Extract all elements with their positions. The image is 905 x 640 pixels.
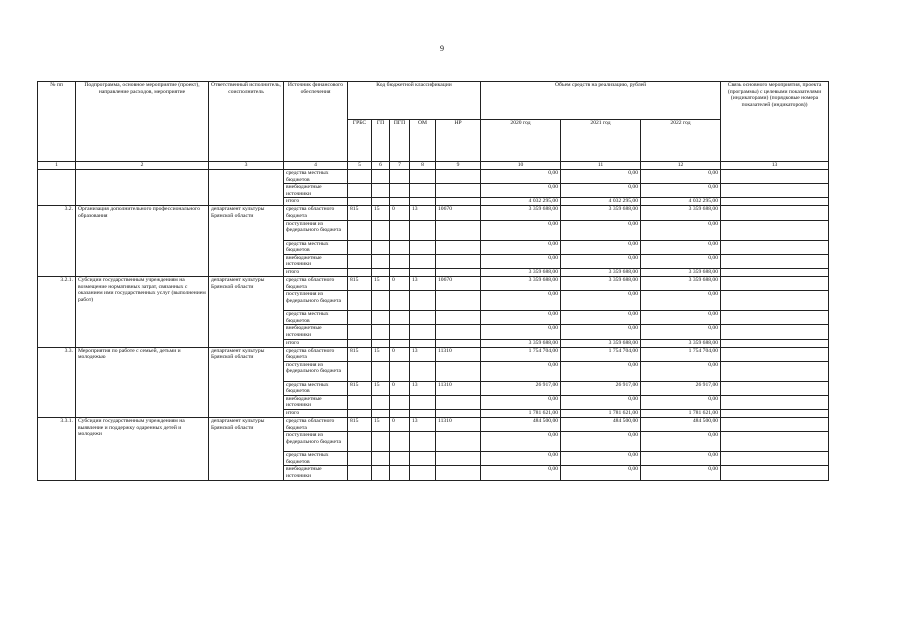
- code-pgp: [390, 361, 410, 381]
- amount-2022: 0,00: [641, 170, 721, 184]
- code-om: [410, 254, 436, 268]
- column-number: 1: [38, 162, 76, 170]
- code-om: [410, 410, 436, 418]
- amount-2020: 0,00: [481, 240, 561, 254]
- funding-source: внебюджетные источники: [284, 325, 348, 339]
- code-np: [436, 254, 481, 268]
- code-grbs: [348, 254, 372, 268]
- code-om: [410, 395, 436, 409]
- indicator-link: [721, 206, 829, 220]
- amount-2021: 484 500,00: [561, 418, 641, 432]
- amount-2021: 0,00: [561, 220, 641, 240]
- amount-2022: 0,00: [641, 432, 721, 452]
- item-number: [38, 170, 76, 206]
- header-np: НР: [436, 120, 481, 162]
- code-np: [436, 452, 481, 466]
- code-np: [436, 268, 481, 276]
- code-pgp: 0: [390, 347, 410, 361]
- funding-source: поступления из федерального бюджета: [284, 220, 348, 240]
- code-np: [436, 170, 481, 184]
- code-np: [436, 361, 481, 381]
- code-np: 10670: [436, 276, 481, 290]
- code-grbs: [348, 220, 372, 240]
- item-number: 3.3.: [38, 347, 76, 418]
- amount-2022: 26 917,00: [641, 381, 721, 395]
- code-grbs: [348, 240, 372, 254]
- header-subprogram: Подпрограмма, основное мероприятие (проект), направление расходов, мероприятие: [76, 82, 209, 162]
- amount-2021: 0,00: [561, 325, 641, 339]
- code-om: [410, 325, 436, 339]
- indicator-link: [721, 198, 829, 206]
- header-num: № пп: [38, 82, 76, 162]
- funding-source: итого: [284, 198, 348, 206]
- amount-2020: 0,00: [481, 291, 561, 311]
- funding-source: средства областного бюджета: [284, 347, 348, 361]
- code-pgp: 0: [390, 381, 410, 395]
- indicator-link: [721, 311, 829, 325]
- code-np: 11310: [436, 347, 481, 361]
- amount-2020: 26 917,00: [481, 381, 561, 395]
- column-number: 4: [284, 162, 348, 170]
- code-om: [410, 268, 436, 276]
- indicator-link: [721, 220, 829, 240]
- code-grbs: [348, 432, 372, 452]
- code-np: [436, 466, 481, 480]
- code-grbs: [348, 198, 372, 206]
- code-pgp: [390, 432, 410, 452]
- code-om: [410, 452, 436, 466]
- indicator-link: [721, 361, 829, 381]
- code-gp: [372, 220, 390, 240]
- amount-2021: 0,00: [561, 311, 641, 325]
- amount-2022: 0,00: [641, 291, 721, 311]
- code-grbs: [348, 395, 372, 409]
- header-volume: Объем средств на реализацию, рублей: [481, 82, 721, 120]
- code-om: 13: [410, 381, 436, 395]
- code-pgp: [390, 325, 410, 339]
- item-number: 3.2.: [38, 206, 76, 277]
- item-name: Субсидии государственным учреждениям на возмещение нормативных затрат, связанных с оказанием ими государственных услуг (выполнением работ): [76, 276, 209, 347]
- item-executor: департамент культуры Брянской области: [209, 276, 284, 347]
- code-np: [436, 432, 481, 452]
- code-grbs: 815: [348, 276, 372, 290]
- indicator-link: [721, 170, 829, 184]
- table-row: [38, 206, 829, 220]
- code-pgp: 0: [390, 276, 410, 290]
- column-number: 8: [410, 162, 436, 170]
- funding-source: средства местных бюджетов: [284, 452, 348, 466]
- code-pgp: [390, 410, 410, 418]
- item-executor: департамент культуры Брянской области: [209, 206, 284, 277]
- item-name: Мероприятия по работе с семьей, детьми и молодежью: [76, 347, 209, 418]
- code-np: [436, 184, 481, 198]
- code-gp: [372, 170, 390, 184]
- code-gp: [372, 184, 390, 198]
- code-om: [410, 311, 436, 325]
- column-number: 12: [641, 162, 721, 170]
- code-gp: 15: [372, 206, 390, 220]
- indicator-link: [721, 240, 829, 254]
- code-grbs: 815: [348, 381, 372, 395]
- amount-2022: 1 754 704,00: [641, 347, 721, 361]
- code-grbs: [348, 311, 372, 325]
- code-np: [436, 339, 481, 347]
- item-executor: департамент культуры Брянской области: [209, 418, 284, 481]
- indicator-link: [721, 291, 829, 311]
- amount-2022: 3 359 688,00: [641, 276, 721, 290]
- code-om: [410, 184, 436, 198]
- funding-source: итого: [284, 410, 348, 418]
- item-executor: департамент культуры Брянской области: [209, 347, 284, 418]
- code-pgp: [390, 220, 410, 240]
- funding-source: внебюджетные источники: [284, 466, 348, 480]
- code-om: [410, 466, 436, 480]
- code-om: [410, 291, 436, 311]
- indicator-link: [721, 276, 829, 290]
- column-number: 5: [348, 162, 372, 170]
- amount-2022: 0,00: [641, 325, 721, 339]
- indicator-link: [721, 466, 829, 480]
- code-pgp: 0: [390, 206, 410, 220]
- code-grbs: [348, 466, 372, 480]
- funding-source: средства местных бюджетов: [284, 240, 348, 254]
- page-number: 9: [440, 44, 444, 53]
- funding-source: итого: [284, 339, 348, 347]
- amount-2021: 26 917,00: [561, 381, 641, 395]
- header-executor: Ответственный исполнитель, соисполнитель: [209, 82, 284, 162]
- code-pgp: [390, 254, 410, 268]
- header-row: [38, 82, 829, 120]
- code-pgp: [390, 240, 410, 254]
- code-om: [410, 361, 436, 381]
- amount-2021: 3 359 688,00: [561, 339, 641, 347]
- amount-2020: 0,00: [481, 254, 561, 268]
- amount-2020: 0,00: [481, 170, 561, 184]
- amount-2022: 484 500,00: [641, 418, 721, 432]
- code-gp: 15: [372, 347, 390, 361]
- indicator-link: [721, 325, 829, 339]
- amount-2021: 0,00: [561, 466, 641, 480]
- code-np: [436, 198, 481, 206]
- code-np: 11310: [436, 418, 481, 432]
- amount-2021: 0,00: [561, 170, 641, 184]
- table-row: [38, 276, 829, 290]
- column-number: 10: [481, 162, 561, 170]
- code-pgp: [390, 170, 410, 184]
- funding-source: средства местных бюджетов: [284, 311, 348, 325]
- column-number: 7: [390, 162, 410, 170]
- code-om: 13: [410, 276, 436, 290]
- table-row: [38, 418, 829, 432]
- code-gp: [372, 432, 390, 452]
- amount-2020: 0,00: [481, 452, 561, 466]
- indicator-link: [721, 418, 829, 432]
- indicator-link: [721, 395, 829, 409]
- item-number: 3.2.1.: [38, 276, 76, 347]
- code-gp: [372, 254, 390, 268]
- table-row: [38, 170, 829, 184]
- code-pgp: 0: [390, 418, 410, 432]
- indicator-link: [721, 381, 829, 395]
- amount-2020: 0,00: [481, 311, 561, 325]
- amount-2021: 0,00: [561, 254, 641, 268]
- amount-2022: 3 359 688,00: [641, 339, 721, 347]
- column-number: 6: [372, 162, 390, 170]
- amount-2021: 0,00: [561, 291, 641, 311]
- code-pgp: [390, 198, 410, 206]
- amount-2021: 0,00: [561, 240, 641, 254]
- funding-source: средства местных бюджетов: [284, 381, 348, 395]
- code-grbs: [348, 170, 372, 184]
- amount-2021: 1 754 704,00: [561, 347, 641, 361]
- indicator-link: [721, 452, 829, 466]
- header-year-2022: 2022 год: [641, 120, 721, 162]
- amount-2020: 1 754 704,00: [481, 347, 561, 361]
- code-pgp: [390, 291, 410, 311]
- code-gp: [372, 311, 390, 325]
- column-number: 2: [76, 162, 209, 170]
- code-om: 13: [410, 206, 436, 220]
- amount-2020: 484 500,00: [481, 418, 561, 432]
- code-grbs: [348, 184, 372, 198]
- code-grbs: [348, 291, 372, 311]
- code-grbs: [348, 452, 372, 466]
- code-gp: [372, 325, 390, 339]
- amount-2022: 3 359 688,00: [641, 206, 721, 220]
- funding-source: средства областного бюджета: [284, 206, 348, 220]
- indicator-link: [721, 410, 829, 418]
- funding-source: средства областного бюджета: [284, 276, 348, 290]
- header-om: ОМ: [410, 120, 436, 162]
- code-grbs: [348, 361, 372, 381]
- item-name: Субсидии государственным учреждениям на выявление и поддержку одаренных детей и молодежи: [76, 418, 209, 481]
- code-np: [436, 240, 481, 254]
- amount-2021: 3 359 688,00: [561, 206, 641, 220]
- code-grbs: [348, 339, 372, 347]
- item-executor: [209, 170, 284, 206]
- amount-2022: 0,00: [641, 466, 721, 480]
- code-grbs: [348, 325, 372, 339]
- amount-2020: 0,00: [481, 184, 561, 198]
- amount-2020: 3 359 688,00: [481, 339, 561, 347]
- code-np: [436, 325, 481, 339]
- code-pgp: [390, 466, 410, 480]
- column-number: 3: [209, 162, 284, 170]
- amount-2022: 1 781 621,00: [641, 410, 721, 418]
- header-pgp: ПГП: [390, 120, 410, 162]
- amount-2020: 0,00: [481, 432, 561, 452]
- amount-2021: 0,00: [561, 432, 641, 452]
- column-number: 9: [436, 162, 481, 170]
- code-grbs: 815: [348, 206, 372, 220]
- funding-source: средства областного бюджета: [284, 418, 348, 432]
- amount-2022: 0,00: [641, 254, 721, 268]
- header-gp: ГП: [372, 120, 390, 162]
- code-gp: [372, 339, 390, 347]
- code-grbs: [348, 268, 372, 276]
- header-grbs: ГРБС: [348, 120, 372, 162]
- amount-2022: 0,00: [641, 184, 721, 198]
- column-number: 13: [721, 162, 829, 170]
- amount-2020: 3 359 688,00: [481, 268, 561, 276]
- amount-2021: 0,00: [561, 184, 641, 198]
- code-gp: [372, 291, 390, 311]
- code-om: [410, 339, 436, 347]
- code-gp: [372, 466, 390, 480]
- header-budget-code: Код бюджетной классификации: [348, 82, 481, 120]
- amount-2022: 0,00: [641, 311, 721, 325]
- amount-2022: 0,00: [641, 220, 721, 240]
- indicator-link: [721, 339, 829, 347]
- amount-2020: 3 359 688,00: [481, 206, 561, 220]
- item-number: 3.3.1.: [38, 418, 76, 481]
- amount-2022: 0,00: [641, 240, 721, 254]
- code-gp: [372, 198, 390, 206]
- code-om: 13: [410, 347, 436, 361]
- amount-2021: 0,00: [561, 395, 641, 409]
- amount-2020: 0,00: [481, 466, 561, 480]
- amount-2022: 0,00: [641, 395, 721, 409]
- amount-2021: 0,00: [561, 452, 641, 466]
- header-year-2020: 2020 год: [481, 120, 561, 162]
- code-grbs: [348, 410, 372, 418]
- code-pgp: [390, 268, 410, 276]
- funding-source: внебюджетные источники: [284, 184, 348, 198]
- code-np: [436, 220, 481, 240]
- code-np: [436, 395, 481, 409]
- indicator-link: [721, 268, 829, 276]
- amount-2020: 0,00: [481, 395, 561, 409]
- code-pgp: [390, 452, 410, 466]
- amount-2020: 0,00: [481, 325, 561, 339]
- code-pgp: [390, 339, 410, 347]
- indicator-link: [721, 347, 829, 361]
- code-np: [436, 311, 481, 325]
- amount-2020: 0,00: [481, 361, 561, 381]
- amount-2020: 4 032 295,00: [481, 198, 561, 206]
- funding-source: внебюджетные источники: [284, 395, 348, 409]
- code-om: [410, 432, 436, 452]
- code-np: [436, 291, 481, 311]
- amount-2020: 3 359 688,00: [481, 276, 561, 290]
- header-year-2021: 2021 год: [561, 120, 641, 162]
- code-pgp: [390, 184, 410, 198]
- code-om: [410, 170, 436, 184]
- code-om: [410, 198, 436, 206]
- code-np: [436, 410, 481, 418]
- header-indicators: Связь основного мероприятия, проекта (программы) с целевыми показателями (индикаторами) (порядковые номера показателей (индикаторов)): [721, 82, 829, 162]
- amount-2021: 4 032 295,00: [561, 198, 641, 206]
- amount-2021: 3 359 688,00: [561, 268, 641, 276]
- funding-source: поступления из федерального бюджета: [284, 291, 348, 311]
- indicator-link: [721, 254, 829, 268]
- code-gp: [372, 452, 390, 466]
- item-name: [76, 170, 209, 206]
- funding-source: средства местных бюджетов: [284, 170, 348, 184]
- indicator-link: [721, 184, 829, 198]
- code-om: [410, 220, 436, 240]
- code-np: 10670: [436, 206, 481, 220]
- amount-2020: 1 781 621,00: [481, 410, 561, 418]
- funding-source: итого: [284, 268, 348, 276]
- code-gp: [372, 395, 390, 409]
- code-gp: [372, 240, 390, 254]
- code-grbs: 815: [348, 347, 372, 361]
- code-pgp: [390, 395, 410, 409]
- code-om: [410, 240, 436, 254]
- code-gp: [372, 361, 390, 381]
- amount-2021: 3 359 688,00: [561, 276, 641, 290]
- amount-2020: 0,00: [481, 220, 561, 240]
- code-gp: 15: [372, 418, 390, 432]
- amount-2022: 3 359 688,00: [641, 268, 721, 276]
- table-row: [38, 347, 829, 361]
- item-name: Организация дополнительного профессионального образования: [76, 206, 209, 277]
- indicator-link: [721, 432, 829, 452]
- code-gp: [372, 410, 390, 418]
- code-pgp: [390, 311, 410, 325]
- code-grbs: 815: [348, 418, 372, 432]
- code-gp: 15: [372, 276, 390, 290]
- amount-2022: 0,00: [641, 361, 721, 381]
- column-number: 11: [561, 162, 641, 170]
- funding-source: поступления из федерального бюджета: [284, 361, 348, 381]
- budget-table: [37, 81, 829, 481]
- amount-2022: 0,00: [641, 452, 721, 466]
- funding-source: внебюджетные источники: [284, 254, 348, 268]
- code-om: 13: [410, 418, 436, 432]
- column-number-row: [38, 162, 829, 170]
- amount-2021: 0,00: [561, 361, 641, 381]
- code-gp: [372, 268, 390, 276]
- amount-2022: 4 032 295,00: [641, 198, 721, 206]
- funding-source: поступления из федерального бюджета: [284, 432, 348, 452]
- amount-2021: 1 781 621,00: [561, 410, 641, 418]
- code-np: 11310: [436, 381, 481, 395]
- header-source: Источник финансового обеспечения: [284, 82, 348, 162]
- code-gp: 15: [372, 381, 390, 395]
